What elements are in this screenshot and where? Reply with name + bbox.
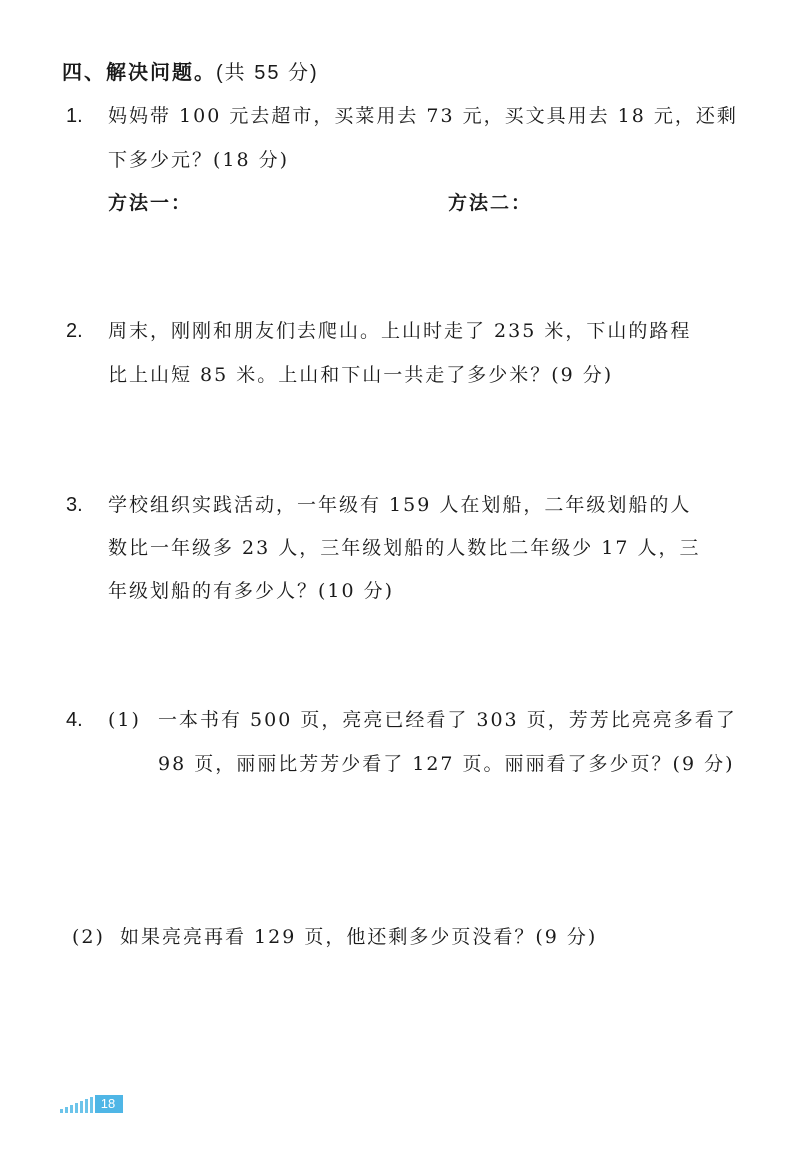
question-3-line-1: 学校组织实践活动，一年级有 159 人在划船，二年级划船的人 <box>108 494 692 516</box>
section-heading <box>62 60 319 85</box>
question-3-line-3: 年级划船的有多少人？(10 分) <box>108 580 395 602</box>
section-points: (共 55 分) <box>216 62 319 84</box>
question-2-number: 2. <box>66 320 83 342</box>
question-4-part-2-line-1: 如果亮亮再看 129 页，他还剩多少页没看？(9 分) <box>120 926 598 948</box>
question-4-part-1-label: (1) <box>108 709 141 731</box>
section-title: 四、解决问题。 <box>62 60 216 84</box>
question-1-number: 1. <box>66 105 83 127</box>
question-4-part-1-line-1: 一本书有 500 页，亮亮已经看了 303 页，芳芳比亮亮多看了 <box>158 709 737 731</box>
question-4-part-1-line-2: 98 页，丽丽比芳芳少看了 127 页。丽丽看了多少页？(9 分) <box>158 753 735 775</box>
method-two-label: 方法二： <box>448 192 533 214</box>
question-2-line-2: 比上山短 85 米。上山和下山一共走了多少米？(9 分) <box>108 364 614 386</box>
question-4-number: 4. <box>66 709 83 731</box>
page-number: 18 <box>95 1095 123 1113</box>
method-one-label: 方法一： <box>108 192 193 214</box>
question-1-line-1: 妈妈带 100 元去超市，买菜用去 73 元，买文具用去 18 元，还剩 <box>108 105 738 127</box>
page-footer <box>60 1093 123 1113</box>
question-2-line-1: 周末，刚刚和朋友们去爬山。上山时走了 235 米，下山的路程 <box>108 320 692 342</box>
bars-icon <box>60 1095 93 1113</box>
question-4-part-2-label: (2) <box>72 926 105 948</box>
question-3-number: 3. <box>66 494 83 516</box>
question-1-line-2: 下多少元？(18 分) <box>108 149 290 171</box>
question-3-line-2: 数比一年级多 23 人，三年级划船的人数比二年级少 17 人，三 <box>108 537 701 559</box>
